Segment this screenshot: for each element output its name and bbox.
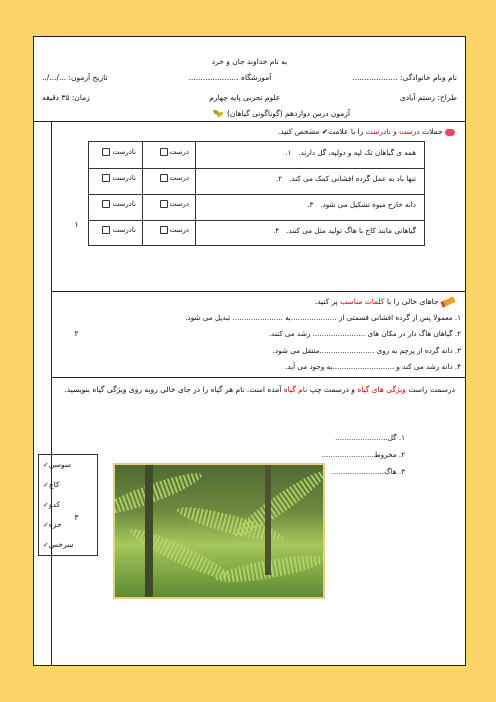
false-checkbox[interactable] <box>102 148 110 156</box>
q3-inst-a: درسمت راست <box>408 385 455 394</box>
plant-option: ✓ کاج <box>39 475 97 495</box>
time-field: زمان: ۳۵ دقیقه <box>42 93 90 102</box>
plant-option: ✓ کدو <box>39 495 97 515</box>
q2-item-4: ۴. دانه رشد می کند و ...........................به وجود می آید. <box>285 362 461 371</box>
plant-option: ✓ خزه <box>39 515 97 535</box>
false-checkbox[interactable] <box>102 226 110 234</box>
true-checkbox[interactable] <box>160 174 168 182</box>
q2-inst-b: پر کنید. <box>314 297 338 306</box>
exam-title: آزمون درس دوازدهم (گوناگونی گیاهان) <box>226 109 350 118</box>
q1-num: ۳. <box>307 200 314 209</box>
q1-row-text <box>307 200 416 209</box>
question-number-3: ۳ <box>74 513 79 522</box>
tree-trunk <box>265 465 271 575</box>
q2-inst-red: کلمات مناسب <box>340 297 385 306</box>
false-option[interactable] <box>89 220 143 246</box>
true-option[interactable] <box>142 220 196 246</box>
plant-option: ✓ سوسن <box>39 455 97 475</box>
true-label: درست <box>169 148 189 156</box>
q3-inst-red-1: ویژگی های گیاه <box>357 385 406 394</box>
number-column <box>34 121 52 665</box>
q1-num: ۲. <box>276 174 283 183</box>
q2-instruction <box>315 297 455 306</box>
q1-row <box>89 142 424 169</box>
q1-text: گیاهانی مانند کاج با هاگ تولید مثل می کنند. <box>286 226 416 235</box>
q1-row-text <box>276 174 416 183</box>
q1-text: دانه خارج میوه تشکیل می شود. <box>320 200 416 209</box>
true-label: درست <box>169 174 189 182</box>
name-field: نام ونام خانوادگی: ................... <box>352 73 457 82</box>
q1-text: همه ی گیاهان تک لپه و دولپه، گل دارند. <box>298 148 416 157</box>
q1-row-text <box>285 148 416 157</box>
false-checkbox[interactable] <box>102 174 110 182</box>
q1-inst-red: درست و نادرست <box>365 127 420 136</box>
cloud-icon <box>445 129 455 136</box>
q1-inst-a: جملات <box>422 127 443 136</box>
false-option[interactable] <box>89 168 143 194</box>
q1-row <box>89 168 424 195</box>
q2-item-2: ۲. گیاهان هاگ دار در مکان های ....................... رشد می کنند. <box>268 329 461 338</box>
bismillah: به نام خداوند جان و خرد <box>211 57 288 66</box>
q3-instruction <box>62 383 455 397</box>
header-row-1 <box>42 73 457 82</box>
q3-inst-red-2: نام گیاه <box>283 385 308 394</box>
q1-row <box>89 220 424 246</box>
q2-item-1: ۱. معمولا پس از گرده افشانی قسمتی از ....................به ...................... تبدیل می شود. <box>185 313 461 322</box>
true-checkbox[interactable] <box>160 200 168 208</box>
q1-inst-c: مشخص کنید. <box>277 127 320 136</box>
q2-item-3: ۳. دانه گرده از پرچم به روی ........................منتقل می شود. <box>272 346 461 355</box>
false-label: نادرست <box>112 174 136 182</box>
true-checkbox[interactable] <box>160 226 168 234</box>
pencil-icon <box>440 296 455 307</box>
true-option[interactable] <box>142 194 196 220</box>
true-checkbox[interactable] <box>160 148 168 156</box>
exam-title-row <box>213 109 350 118</box>
exam-header <box>34 37 465 122</box>
check-mark-icon: ✔ <box>321 127 329 136</box>
header-row-2 <box>42 93 457 102</box>
q3-item-1: ۱. گل....................... <box>335 433 405 442</box>
q1-row <box>89 194 424 221</box>
subject-field: علوم تجربی پایه چهارم <box>209 93 281 102</box>
q1-instruction <box>278 127 455 136</box>
false-label: نادرست <box>112 148 136 156</box>
q1-num: ۴. <box>273 226 280 235</box>
plant-option: ✓ سرخس <box>39 535 97 555</box>
false-checkbox[interactable] <box>102 200 110 208</box>
q1-inst-b: را با علامت <box>328 127 364 136</box>
q2-inst-a: جاهای خالی را با <box>386 297 439 306</box>
true-option[interactable] <box>142 142 196 168</box>
q3-item-3: ۳. هاگ....................... <box>331 467 405 476</box>
q1-row-text <box>273 226 416 235</box>
fern-photo <box>113 463 325 599</box>
q3-inst-c: آمده است. نام هر گیاه را در جای خالی روبه روی ویژگی گیاه بنویسید. <box>64 385 282 394</box>
q3-inst-b: و درسمت چپ <box>309 385 355 394</box>
leaf-icon <box>213 109 223 118</box>
question-number-1: ۱ <box>74 220 79 229</box>
q1-text: تنها باد به عمل گرده افشانی کمک می کند. <box>289 174 416 183</box>
true-label: درست <box>169 226 189 234</box>
school-field: آموزشگاه ..................... <box>188 73 272 82</box>
q1-num: ۱. <box>285 148 292 157</box>
question-2 <box>52 291 465 378</box>
false-label: نادرست <box>112 200 136 208</box>
q1-table <box>88 141 425 246</box>
false-option[interactable] <box>89 142 143 168</box>
q3-item-2: ۲. مخروط....................... <box>321 450 405 459</box>
plant-options-list <box>38 454 98 556</box>
true-label: درست <box>169 200 189 208</box>
false-label: نادرست <box>112 226 136 234</box>
tree-trunk <box>145 465 153 597</box>
true-option[interactable] <box>142 168 196 194</box>
question-1 <box>52 121 465 292</box>
designer-field: طراح: رستم آبادی <box>399 93 457 102</box>
false-option[interactable] <box>89 194 143 220</box>
question-number-2: ۲ <box>74 329 79 338</box>
date-field: تاریخ آزمون: .../.../.. <box>42 73 108 82</box>
